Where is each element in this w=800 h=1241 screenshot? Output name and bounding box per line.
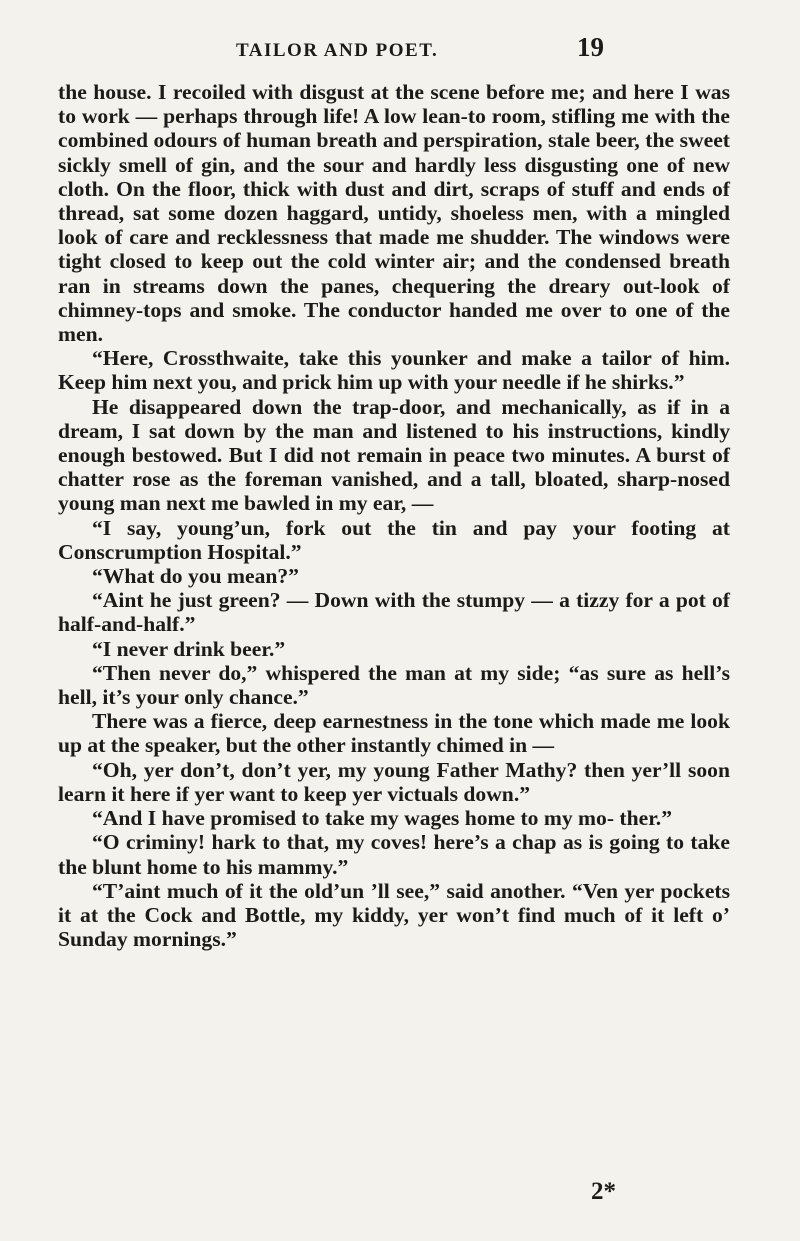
running-head: TAILOR AND POET. bbox=[236, 40, 439, 61]
paragraph: “What do you mean?” bbox=[92, 564, 299, 589]
paragraph: He disappeared down the trap-door, and mechanically, as if in a dream, I sat down by the man and listened to his instructions, kindly enough bestowed. But I did not remain in peace two minutes. A burst of chatter rose as the foreman vanished, and a tall, bloated, sharp-nosed young man next me bawled in my ear, — bbox=[58, 394, 730, 516]
signature-mark: 2* bbox=[591, 1178, 616, 1205]
page-number: 19 bbox=[577, 32, 604, 62]
paragraph: “T’aint much of it the old’un ’ll see,” said another. “Ven yer pockets it at the Cock and Bottle, my kiddy, yer won’t find much of it left o’ Sunday mornings.” bbox=[58, 878, 730, 952]
paragraph: the house. I recoiled with disgust at the scene before me; and here I was to work — perhaps through life! A low lean-to room, stifling me with the combined odours of human breath and perspiration, stale beer, the sweet sickly smell of gin, and the sour and hardly less disgusting one of new cloth. On the floor, thick with dust and dirt, scraps of stuff and ends of thread, sat some dozen haggard, untidy, shoeless men, with a mingled look of care and recklessness that made me shudder. The windows were tight closed to keep out the cold winter air; and the condensed breath ran in streams down the panes, chequering the dreary out-look of chimney-tops and smoke. The conductor handed me over to one of the men. bbox=[58, 80, 730, 347]
page-header bbox=[0, 32, 800, 72]
paragraph: “O criminy! hark to that, my coves! here’s a chap as is going to take the blunt home to his mammy.” bbox=[58, 830, 730, 879]
paragraph: “I never drink beer.” bbox=[92, 636, 286, 661]
body-text bbox=[58, 80, 730, 951]
paragraph: “Aint he just green? — Down with the stumpy — a tizzy for a pot of half-and-half.” bbox=[58, 588, 730, 637]
paragraph: “Here, Crossthwaite, take this younker and make a tailor of him. Keep him next you, and prick him up with your needle if he shirks.” bbox=[58, 346, 730, 395]
paragraph: There was a fierce, deep earnestness in the tone which made me look up at the speaker, but the other instantly chimed in — bbox=[58, 709, 730, 758]
paragraph: “Then never do,” whispered the man at my side; “as sure as hell’s hell, it’s your only chance.” bbox=[58, 660, 730, 710]
paragraph: “I say, young’un, fork out the tin and pay your footing at Conscrumption Hospital.” bbox=[58, 515, 730, 564]
paragraph: “And I have promised to take my wages home to my mo- ther.” bbox=[92, 806, 673, 831]
paragraph: “Oh, yer don’t, don’t yer, my young Father Mathy? then yer’ll soon learn it here if yer want to keep yer victuals down.” bbox=[58, 757, 730, 806]
